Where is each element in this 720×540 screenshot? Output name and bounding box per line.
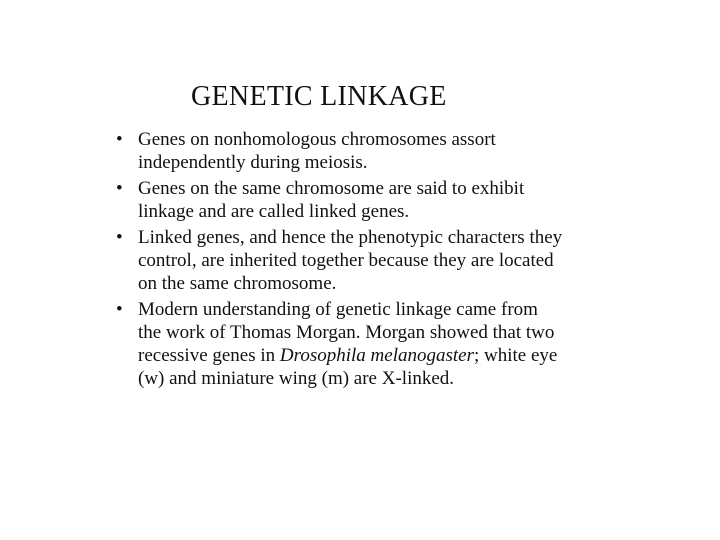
bullet-text-line: Genes on the same chromosome are said to exhibit (138, 178, 525, 199)
bullet-text-line: on the same chromosome. (138, 273, 337, 294)
bullet-item (116, 128, 636, 174)
bullet-dot-icon: • (116, 227, 123, 248)
bullet-text-line: linkage and are called linked genes. (138, 201, 410, 222)
bullet-item (116, 298, 636, 390)
bullet-dot-icon: • (116, 178, 123, 199)
bullet-item (116, 177, 636, 223)
bullet-text-line: independently during meiosis. (138, 152, 368, 173)
bullet-text-line: control, are inherited together because they are located (138, 250, 554, 271)
bullet-list (116, 128, 636, 393)
bullet-text-line: (w) and miniature wing (m) are X-linked. (138, 368, 455, 389)
species-name: Drosophila melanogaster (279, 345, 474, 366)
bullet-text-segment: recessive genes in (138, 345, 280, 366)
bullet-dot-icon: • (116, 129, 123, 150)
slide-title: GENETIC LINKAGE (191, 80, 447, 112)
bullet-text-line: Genes on nonhomologous chromosomes assort (138, 129, 496, 150)
bullet-item (116, 226, 636, 295)
bullet-text-line: the work of Thomas Morgan. Morgan showed that two (138, 322, 555, 343)
bullet-text-segment: ; white eye (473, 345, 558, 366)
bullet-text-line (138, 344, 636, 367)
bullet-text-line: Linked genes, and hence the phenotypic characters they (138, 227, 563, 248)
bullet-dot-icon: • (116, 299, 123, 320)
bullet-text-line: Modern understanding of genetic linkage came from (138, 299, 538, 320)
